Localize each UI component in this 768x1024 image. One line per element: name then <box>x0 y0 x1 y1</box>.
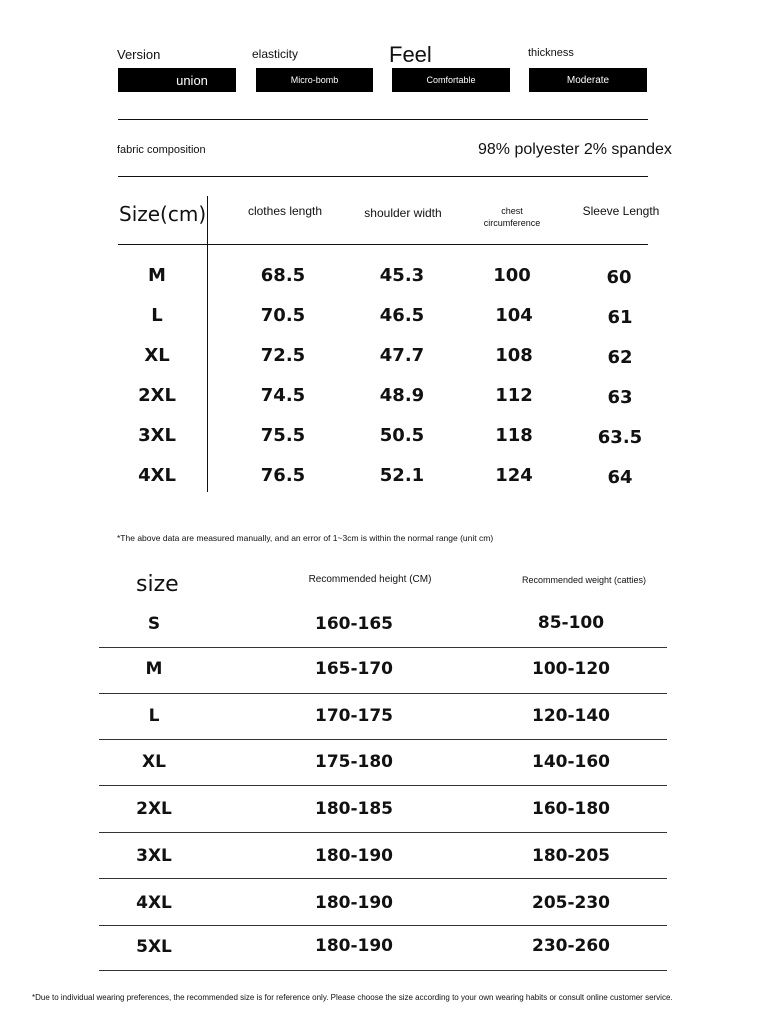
measure-chest: 112 <box>495 385 533 406</box>
recommend-height: 165-170 <box>314 659 394 679</box>
attr-version-bar <box>118 68 236 92</box>
row-divider <box>99 647 667 648</box>
measure-clothes-length: 76.5 <box>260 465 306 486</box>
recommend-size: XL <box>142 752 166 772</box>
measure-size: XL <box>144 345 170 366</box>
measure-sleeve: 60 <box>606 267 632 288</box>
measure-shoulder-width: 47.7 <box>379 345 425 366</box>
measure-header-chest-circumference: chest circumference <box>483 206 541 228</box>
footer-note: *Due to individual wearing preferences, the recommended size is for reference only. Please choose the size according to your own wearing habits or consult online customer service. <box>32 993 673 1002</box>
measure-shoulder-width: 46.5 <box>379 305 425 326</box>
measure-header-clothes-length: clothes length <box>247 204 323 218</box>
row-divider <box>99 832 667 833</box>
recommend-height: 180-190 <box>314 846 394 866</box>
measure-sleeve: 63.5 <box>597 427 643 448</box>
row-divider <box>99 970 667 971</box>
fabric-label: fabric composition <box>117 144 206 156</box>
fabric-value: 98% polyester 2% spandex <box>478 141 672 158</box>
attr-feel-label: Feel <box>389 42 432 67</box>
measure-header-rule <box>118 244 648 245</box>
recommend-size: 5XL <box>136 937 172 957</box>
measure-chest: 124 <box>495 465 533 486</box>
attr-elasticity-bar <box>256 68 373 92</box>
recommend-weight: 230-260 <box>531 936 611 956</box>
measure-size: 3XL <box>138 425 176 446</box>
recommend-table-title: size <box>136 572 179 597</box>
measure-sleeve: 61 <box>607 307 633 328</box>
recommend-size: L <box>148 706 160 726</box>
recommend-weight: 140-160 <box>531 752 611 772</box>
recommend-size: 2XL <box>136 799 172 819</box>
measure-table-title: Size(cm) <box>119 202 207 226</box>
row-divider <box>99 785 667 786</box>
measure-clothes-length: 68.5 <box>260 265 306 286</box>
fabric-bottom-rule <box>118 176 648 177</box>
measure-chest: 104 <box>495 305 533 326</box>
row-divider <box>99 739 667 740</box>
attr-version-label: Version <box>117 47 161 62</box>
recommend-height-header: Recommended height (CM) <box>308 574 432 585</box>
measure-shoulder-width: 45.3 <box>379 265 425 286</box>
row-divider <box>99 693 667 694</box>
recommend-height: 180-185 <box>314 799 394 819</box>
measure-chest: 108 <box>495 345 533 366</box>
recommend-size: 4XL <box>136 893 172 913</box>
measure-chest: 100 <box>493 265 531 286</box>
recommend-height: 160-165 <box>314 614 394 634</box>
fabric-top-rule <box>118 119 648 120</box>
recommend-height: 180-190 <box>314 936 394 956</box>
recommend-weight: 180-205 <box>531 846 611 866</box>
attr-version-value: union <box>176 72 208 88</box>
measure-header-sleeve-length: Sleeve Length <box>582 204 660 218</box>
measure-size: M <box>148 265 166 286</box>
row-divider <box>99 925 667 926</box>
measure-clothes-length: 74.5 <box>260 385 306 406</box>
recommend-height: 175-180 <box>314 752 394 772</box>
measure-shoulder-width: 50.5 <box>379 425 425 446</box>
measure-size: L <box>151 305 163 326</box>
measure-sleeve: 62 <box>607 347 633 368</box>
recommend-weight: 100-120 <box>531 659 611 679</box>
recommend-size: 3XL <box>136 846 172 866</box>
measure-clothes-length: 72.5 <box>260 345 306 366</box>
attr-thickness-bar <box>529 68 647 92</box>
recommend-height: 170-175 <box>314 706 394 726</box>
recommend-weight: 120-140 <box>531 706 611 726</box>
measure-shoulder-width: 48.9 <box>379 385 425 406</box>
measure-shoulder-width: 52.1 <box>379 465 425 486</box>
attr-thickness-label: thickness <box>528 47 574 59</box>
measure-divider <box>207 196 208 492</box>
recommend-weight: 205-230 <box>531 893 611 913</box>
measure-chest: 118 <box>495 425 533 446</box>
attr-elasticity-value: Micro-bomb <box>290 75 339 85</box>
measure-clothes-length: 70.5 <box>260 305 306 326</box>
measure-note: *The above data are measured manually, and an error of 1~3cm is within the normal range (unit cm) <box>117 533 494 543</box>
recommend-weight: 160-180 <box>531 799 611 819</box>
attr-elasticity-label: elasticity <box>252 47 299 61</box>
measure-header-shoulder-width: shoulder width <box>364 206 442 220</box>
measure-sleeve: 64 <box>607 467 633 488</box>
attr-thickness-value: Moderate <box>566 74 610 86</box>
recommend-weight: 85-100 <box>537 613 605 633</box>
recommend-size: S <box>147 614 161 634</box>
measure-clothes-length: 75.5 <box>260 425 306 446</box>
measure-size: 2XL <box>138 385 176 406</box>
recommend-size: M <box>145 659 163 679</box>
attr-feel-bar <box>392 68 510 92</box>
recommend-weight-header: Recommended weight (catties) <box>521 575 647 585</box>
attr-feel-value: Comfortable <box>426 75 476 85</box>
measure-sleeve: 63 <box>607 387 633 408</box>
measure-size: 4XL <box>138 465 176 486</box>
recommend-height: 180-190 <box>314 893 394 913</box>
row-divider <box>99 878 667 879</box>
